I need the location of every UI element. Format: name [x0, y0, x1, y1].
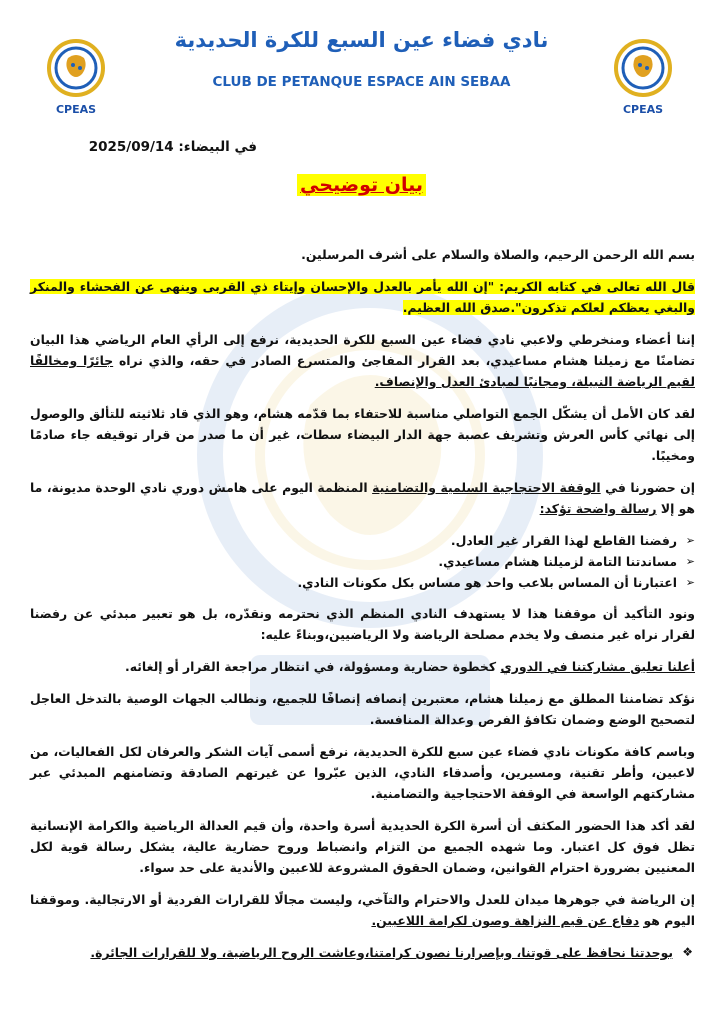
list-item	[30, 551, 695, 572]
logo-text: CPEAS	[55, 103, 97, 116]
logo-text: CPEAS	[622, 103, 664, 116]
club-name-arabic: نادي فضاء عين السبع للكرة الحديدية	[174, 28, 549, 52]
list-item	[30, 572, 695, 593]
underlined-text: دفاع عن قيم النزاهة وصون لكرامة اللاعبين.	[371, 913, 640, 928]
list-item-text: رفضنا القاطع لهذا القرار غير العادل.	[450, 533, 677, 548]
paragraph-clarification: ونود التأكيد أن موقفنا هذا لا يستهدف النادي المنظم الذي نحترمه ونقدّره، بل هو تعبير مبدئي عن رفضنا لقرار نراه غير منصف ولا يخدم مصلحة الرياضة ولا الرياضيين،وبناءً عليه:	[30, 606, 695, 642]
closing-text: بوحدتنا نحافظ على قوتنا، وبإصرارنا نصون كرامتنا،وعاشت الروح الرياضية، ولا للقرارات الجائرة.	[90, 945, 673, 960]
club-emblem-icon	[40, 38, 112, 100]
paragraph-text: كخطوة حضارية ومسؤولة، في انتظار مراجعة القرار أو إلغائه.	[125, 659, 501, 674]
document-title	[0, 174, 723, 196]
quote-text: قال الله تعالى في كتابه الكريم: "إن الله يأمر بالعدل والإحسان وإيتاء ذي القربى وينهى عن الفحشاء والمنكر والبغي يعظكم لعلكم تذكرون".صدق الله العظيم.	[30, 279, 695, 315]
club-name-french: CLUB DE PETANQUE ESPACE AIN SEBAA	[212, 74, 511, 90]
paragraph-suspension	[30, 656, 695, 677]
paragraph-text: إن حضورنا في	[600, 480, 695, 495]
diamond-bullet-icon: ❖	[682, 945, 693, 959]
list-item-text: اعتبارنا أن المساس بلاعب واحد هو مساس بكل مكونات النادي.	[297, 575, 677, 590]
underlined-text: جائرًا ومخالفًا لقيم الرياضة النبيلة، ومجانبًا لمبادئ العدل والإنصاف.	[30, 353, 695, 389]
confirmation-list	[30, 530, 695, 593]
club-logo-right	[607, 38, 679, 116]
quran-quote	[30, 276, 695, 318]
underlined-text: أعلنا تعليق مشاركتنا في الدوري	[500, 659, 695, 674]
paragraph-protest	[30, 477, 695, 519]
paragraph-hope: لقد كان الأمل أن يشكّل الجمع التواصلي مناسبة للاحتفاء بما قدّمه هشام، وهو الذي قاد ثلاثيته للتألق والوصول إلى نهائي كأس العرش وتشريف عصبة جهة الدار البيضاء سطات، غير أن ما صدر من قرار توقيفه جاء صادمًا ومخيبًا.	[30, 406, 695, 463]
document-body	[30, 244, 695, 974]
club-logo-left	[40, 38, 112, 116]
list-item	[30, 530, 695, 551]
date-label: في البيضاء:	[178, 139, 257, 155]
document-title-text: بيان توضيحي	[297, 174, 426, 196]
paragraph-solidarity	[30, 329, 695, 392]
date-value: 2025/09/14	[88, 139, 174, 155]
list-item-text: مساندتنا التامة لزميلنا هشام مساعيدي.	[438, 554, 677, 569]
paragraph-text: إن الرياضة في جوهرها ميدان للعدل والاحترام والتآخي، وليست مجالًا للقرارات الفردية أو الارتجالية. وموقفنا اليوم هو	[30, 892, 695, 928]
paragraph-text: إننا أعضاء ومنخرطي ولاعبي نادي فضاء عين السبع للكرة الحديدية، نرفع إلى الرأي العام الرياضي هذا البيان تضامنًا مع زميلنا هشام مساعيدي، بعد القرار المفاجئ والمتسرع الصادر في حقه، والذي نراه	[30, 332, 695, 368]
club-emblem-icon	[607, 38, 679, 100]
arrow-bullet-icon: ➢	[685, 555, 695, 568]
closing-line	[30, 942, 695, 963]
paragraph-values	[30, 889, 695, 931]
opening-line: بسم الله الرحمن الرحيم، والصلاة والسلام على أشرف المرسلين.	[301, 247, 695, 262]
underlined-text: رسالة واضحة تؤكد:	[539, 501, 657, 516]
arrow-bullet-icon: ➢	[685, 576, 695, 589]
date-line	[89, 139, 257, 155]
paragraph-unity: لقد أكد هذا الحضور المكثف أن أسرة الكرة الحديدية أسرة واحدة، وأن قيم العدالة الرياضية والكرامة الإنسانية تظل فوق كل اعتبار. وما شهده الجميع من التزام وانضباط وروح حضارية عالية، يشكل رسالة قوية لكل المعنيين بضرورة احترام القوانين، وضمان الحقوق المشروعة للاعبين والأندية على حد سواء.	[30, 818, 695, 875]
underlined-text: الوقفة الاحتجاجية السلمية والتضامنية	[372, 480, 601, 495]
paragraph-thanks: وباسم كافة مكونات نادي فضاء عين سبع للكرة الحديدية، نرفع أسمى آيات الشكر والعرفان لكل الفعاليات، من لاعبين، وأطر تقنية، ومسيرين، وأصدقاء النادي، الذين عبّروا عن غيرتهم الصادقة وتضامنهم المبدئي عبر مشاركتهم الواسعة في الوقفة الاحتجاجية والتضامنية.	[30, 744, 695, 801]
arrow-bullet-icon: ➢	[685, 534, 695, 547]
paragraph-demands: نؤكد تضامننا المطلق مع زميلنا هشام، معتبرين إنصافه إنصافًا للجميع، ونطالب الجهات الوصية بالتدخل العاجل لتصحيح الوضع وضمان تكافؤ الفرص وعدالة المنافسة.	[30, 691, 695, 727]
paragraph-text: المنظمة اليوم على هامش دوري نادي الوحدة مديونة، ما هو إلا	[30, 480, 695, 516]
